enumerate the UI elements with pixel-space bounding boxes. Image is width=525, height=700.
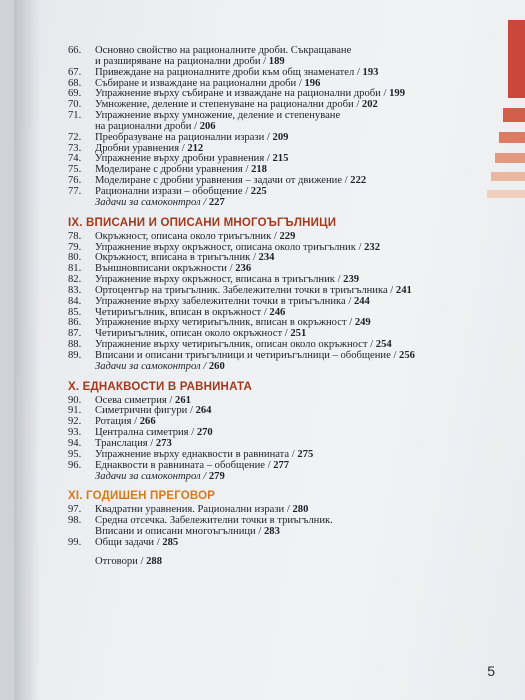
self-control-entry	[68, 362, 488, 373]
entry-title-line	[95, 538, 488, 549]
entry-title: Упражнение върху четириъгълник, описан около окръжност	[95, 339, 368, 351]
entry-title: Окръжност, описана около триъгълник	[95, 230, 272, 242]
entry-number: 99.	[68, 536, 82, 548]
entry-number: 86.	[68, 317, 82, 329]
entry-number: 89.	[68, 349, 82, 361]
entry-number: 80.	[68, 252, 82, 264]
separator: /	[200, 196, 209, 208]
entry-title: Упражнение върху забележителни точки в триъгълника	[95, 295, 346, 307]
entry-number: 71.	[68, 110, 82, 122]
self-control-label: Задачи за самоконтрол	[95, 196, 201, 208]
entry-title: Средна отсечка. Забележителни точки в триъгълник.	[95, 515, 333, 527]
entry-title: Окръжност, вписана в триъгълник	[95, 252, 251, 264]
entry-title: и разширяване на рационални дроби	[95, 55, 261, 67]
page-number: 5	[487, 663, 495, 679]
entry-page-number: 251	[290, 328, 307, 340]
entry-number: 93.	[68, 427, 82, 439]
entry-number: 92.	[68, 416, 82, 428]
table-of-contents	[68, 46, 488, 568]
entry-title: Упражнение върху четириъгълник, вписан в окръжност	[95, 317, 347, 329]
entry-title: на рационални дроби	[95, 120, 192, 132]
entry-title: Квадратни уравнения. Рационални изрази	[95, 504, 285, 516]
entry-number: 95.	[68, 448, 82, 460]
toc-entry	[68, 538, 488, 549]
separator: /	[187, 405, 196, 417]
entry-number: 76.	[68, 175, 82, 187]
separator: /	[166, 394, 176, 406]
entry-number: 67.	[68, 66, 82, 78]
entry-page-number: 218	[251, 164, 267, 176]
entry-page-number: 244	[353, 295, 370, 307]
separator: /	[264, 131, 273, 143]
entry-number: 90.	[68, 394, 82, 406]
entry-title: Упражнение върху дробни уравнения	[95, 153, 265, 165]
entry-title-line	[95, 351, 488, 362]
entry-page-number: 249	[354, 317, 371, 329]
separator: /	[380, 88, 390, 100]
entry-number: 98.	[68, 515, 82, 527]
separator: /	[282, 328, 291, 340]
entry-title: Четириъгълник, вписан в окръжност	[95, 306, 262, 318]
toc-entry	[68, 46, 488, 68]
self-control-entry	[68, 472, 488, 483]
entry-page-number: 229	[279, 230, 296, 242]
separator: /	[147, 438, 156, 449]
toc-entry	[68, 461, 488, 472]
entry-title: Общи задачи	[95, 536, 155, 548]
separator: /	[179, 142, 188, 154]
separator: /	[226, 263, 236, 275]
entry-number: 81.	[68, 263, 82, 275]
side-bar	[495, 153, 525, 163]
self-control-label: Задачи за самоконтрол	[95, 470, 201, 482]
entry-number: 79.	[68, 241, 82, 253]
answers-entry	[68, 557, 488, 568]
entry-title: Упражнение върху събиране и изваждане на рационални дроби	[95, 88, 381, 100]
entry-title: Събиране и изваждане на рационални дроби	[95, 77, 297, 89]
entry-title-line	[95, 187, 488, 198]
entry-number: 91.	[68, 405, 82, 417]
entry-page-number: 239	[343, 274, 360, 286]
decorative-side-bars	[485, 0, 525, 700]
answers-page-number: 288	[146, 555, 162, 567]
separator: /	[354, 66, 363, 78]
answers-label: Отговори	[95, 555, 138, 567]
entry-number: 97.	[68, 504, 82, 516]
entry-page-number: 266	[139, 416, 156, 428]
entry-number: 94.	[68, 438, 82, 449]
entry-page-number: 199	[389, 88, 405, 100]
separator: /	[137, 555, 147, 567]
toc-entry	[68, 516, 488, 538]
entry-page-number: 270	[196, 427, 213, 439]
entry-number: 85.	[68, 306, 82, 318]
entry-title: Упражнение върху окръжност, описана около триъгълник	[95, 241, 356, 253]
spine-shadow	[14, 0, 40, 700]
entry-title: Основно свойство на рационалните дроби. Съкращаване	[95, 45, 352, 56]
entry-title: Симетрични фигури	[95, 405, 188, 417]
separator: /	[250, 252, 259, 264]
entry-title: Привеждане на рационалните дроби към общ знаменател	[95, 66, 355, 78]
section-title: XI. ГОДИШЕН ПРЕГОВОР	[68, 490, 216, 503]
entry-title: Дробни уравнения	[95, 142, 180, 154]
entry-page-number: 285	[162, 536, 179, 548]
entry-number: 82.	[68, 274, 82, 286]
entry-title: Вписани и описани многоъгълници	[95, 526, 256, 538]
entry-page-number: 215	[272, 153, 289, 165]
entry-number: 78.	[68, 230, 82, 242]
side-bar	[499, 132, 525, 143]
entry-title: Моделиране с дробни уравнения – задачи от движение	[95, 175, 343, 187]
section-title: X. ЕДНАКВОСТИ В РАВНИНАТА	[68, 380, 253, 393]
entry-number: 96.	[68, 459, 82, 471]
entry-title: Транслация	[95, 438, 148, 449]
entry-number: 66.	[68, 45, 82, 56]
separator: /	[271, 230, 280, 242]
separator: /	[367, 339, 376, 351]
entry-page-number: 264	[195, 405, 212, 417]
separator: /	[261, 306, 270, 318]
entry-page-number: 280	[292, 504, 309, 516]
separator: /	[345, 295, 354, 307]
separator: /	[242, 185, 251, 197]
separator: /	[353, 99, 362, 111]
entry-page-number: 193	[362, 66, 379, 78]
self-control-page-number: 279	[208, 470, 225, 482]
entry-title: Моделиране с дробни уравнения	[95, 164, 243, 176]
side-bar	[487, 190, 525, 198]
toc-entry	[68, 111, 488, 133]
separator: /	[200, 470, 209, 482]
entry-page-number: 246	[269, 306, 286, 318]
separator: /	[342, 175, 351, 187]
entry-page-number: 275	[297, 448, 314, 460]
entry-title: Осева симетрия	[95, 394, 167, 406]
separator: /	[355, 241, 365, 253]
entry-page-number: 273	[155, 438, 172, 449]
entry-title: Централна симетрия	[95, 427, 189, 439]
entry-page-number: 209	[272, 131, 289, 143]
separator: /	[191, 120, 200, 132]
entry-page-number: 202	[361, 99, 378, 111]
entry-title: Умножение, деление и степенуване на рационални дроби	[95, 99, 354, 111]
entry-title-line	[95, 461, 488, 472]
entry-page-number: 212	[187, 142, 204, 154]
entry-number: 69.	[68, 88, 82, 100]
entry-title: Ротация	[95, 416, 132, 428]
separator: /	[242, 164, 252, 176]
entry-page-number: 256	[399, 349, 415, 361]
entry-title: Рационални изрази – обобщение	[95, 185, 243, 197]
toc-entry	[68, 187, 488, 198]
entry-number: 87.	[68, 328, 82, 340]
self-control-label: Задачи за самоконтрол	[95, 360, 201, 372]
entry-number: 88.	[68, 339, 82, 351]
entry-number: 83.	[68, 284, 82, 296]
entry-number: 73.	[68, 142, 82, 154]
entry-page-number: 206	[199, 120, 216, 132]
book-page	[14, 0, 525, 700]
toc-entry	[68, 351, 488, 362]
entry-page-number: 232	[364, 241, 380, 253]
entry-number: 70.	[68, 99, 82, 111]
entry-page-number: 222	[350, 175, 367, 187]
entry-number: 72.	[68, 131, 82, 143]
separator: /	[296, 77, 305, 89]
entry-page-number: 225	[250, 185, 267, 197]
side-bar	[503, 108, 525, 122]
entry-title: Упражнение върху еднаквости в равнината	[95, 448, 290, 460]
entry-number: 84.	[68, 295, 82, 307]
separator: /	[387, 284, 396, 296]
separator: /	[264, 459, 274, 471]
entry-title: Упражнение върху умножение, деление и степенуване	[95, 110, 341, 122]
side-bar	[491, 172, 525, 181]
entry-page-number: 196	[304, 77, 321, 89]
entry-number: 77.	[68, 185, 82, 197]
separator: /	[154, 536, 163, 548]
entry-title: Упражнение върху окръжност, вписана в триъгълник	[95, 274, 335, 286]
separator: /	[390, 349, 400, 361]
self-control-page-number: 227	[208, 196, 225, 208]
separator: /	[131, 416, 140, 428]
entry-number: 68.	[68, 77, 82, 89]
separator: /	[284, 504, 293, 516]
entry-page-number: 254	[375, 339, 392, 351]
entry-title: Четириъгълник, описан около окръжност	[95, 328, 283, 340]
side-bar	[508, 20, 525, 98]
separator: /	[289, 448, 298, 460]
entry-page-number: 261	[175, 394, 191, 406]
entry-page-number: 241	[395, 284, 412, 296]
self-control-entry	[68, 198, 488, 209]
separator: /	[346, 317, 355, 329]
entry-title: Еднаквости в равнината – обобщение	[95, 459, 265, 471]
entry-title: Вписани и описани триъгълници и четириъгълници – обобщение	[95, 349, 391, 361]
entry-title: Външновписани окръжности	[95, 263, 227, 275]
entry-page-number: 236	[235, 263, 252, 275]
entry-page-number: 189	[268, 55, 285, 67]
separator: /	[260, 55, 269, 67]
entry-page-number: 234	[258, 252, 275, 264]
section-title: IX. ВПИСАНИ И ОПИСАНИ МНОГОЪГЪЛНИЦИ	[68, 216, 337, 229]
entry-title: Преобразуване на рационални изрази	[95, 131, 265, 143]
separator: /	[188, 427, 197, 439]
entry-number: 74.	[68, 153, 82, 165]
separator: /	[255, 526, 264, 538]
separator: /	[264, 153, 273, 165]
entry-page-number: 277	[273, 459, 290, 471]
entry-number: 75.	[68, 164, 82, 176]
separator: /	[334, 274, 344, 286]
separator: /	[200, 360, 209, 372]
entry-title: Ортоцентър на триъгълник. Забележителни точки в триъгълника	[95, 284, 388, 296]
entry-page-number: 283	[263, 526, 280, 538]
self-control-page-number: 260	[208, 360, 225, 372]
